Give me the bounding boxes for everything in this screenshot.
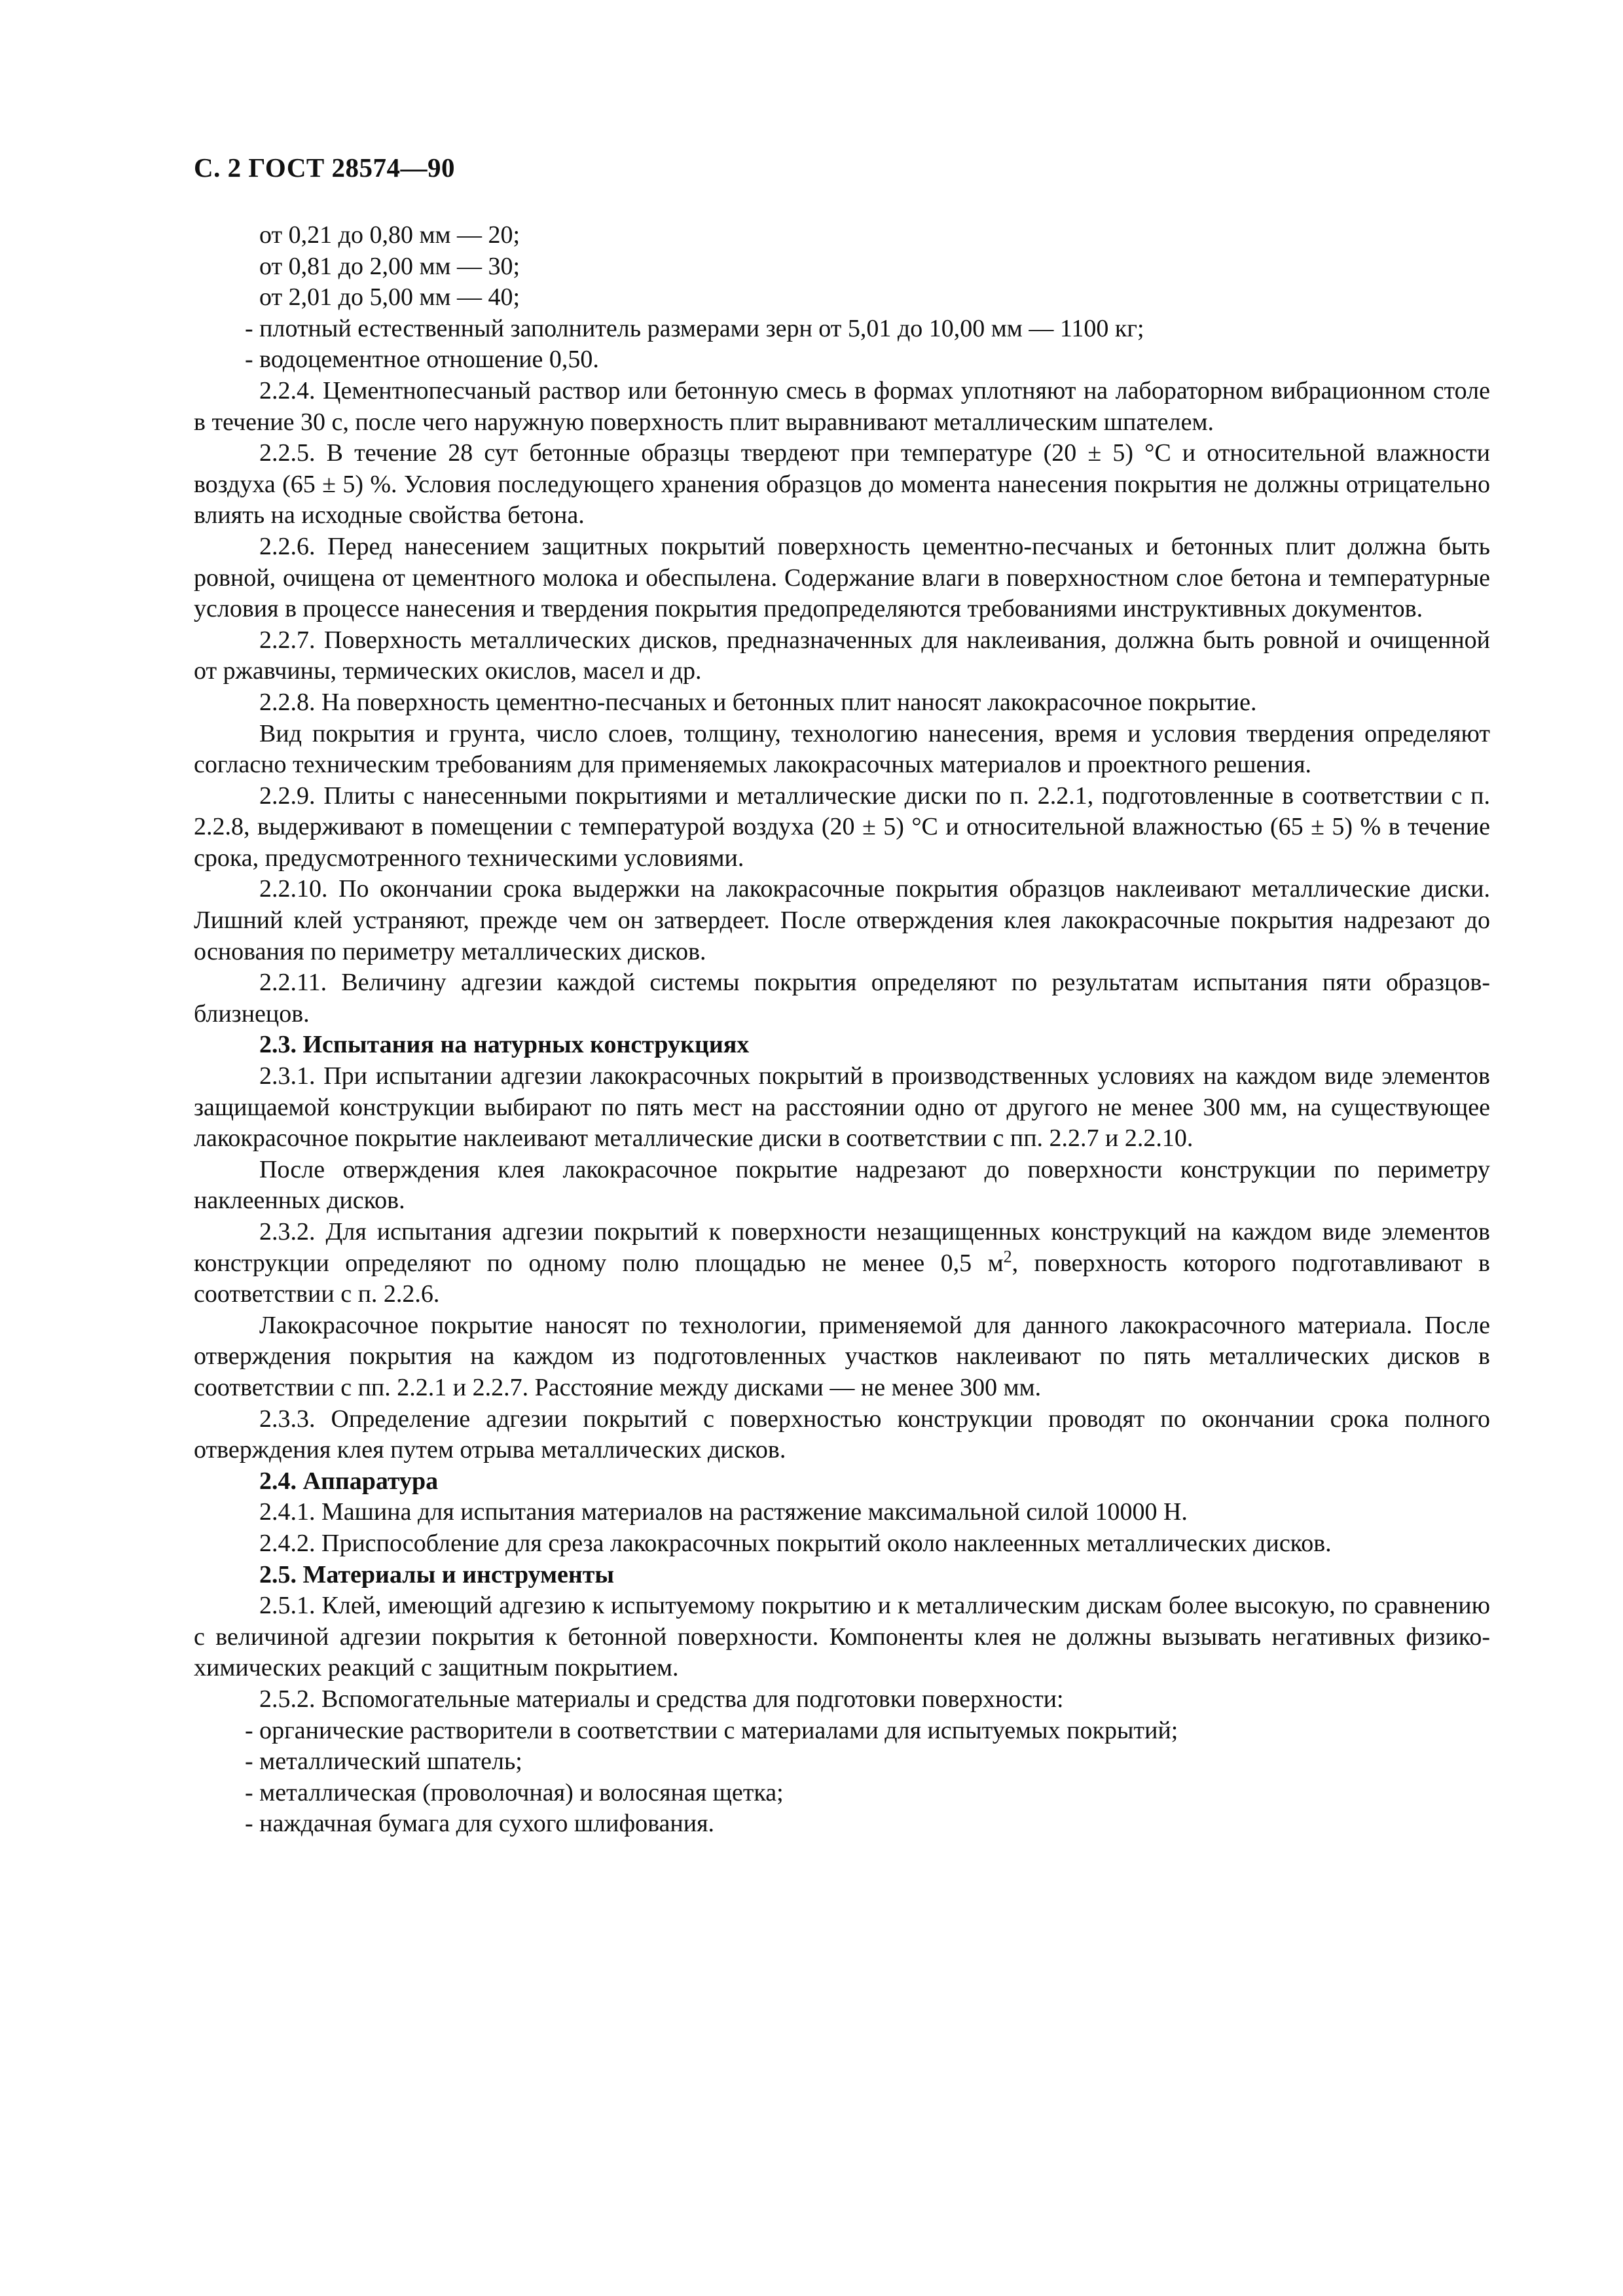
clause-2-4-1: 2.4.1. Машина для испытания материалов на растяжение максимальной силой 10000 Н. <box>259 1498 1188 1526</box>
clause-2-3-2 <box>194 1217 1490 1310</box>
section-heading-2-5: 2.5. Материалы и инструменты <box>259 1560 615 1588</box>
clause-2-2-10: 2.2.10. По окончании срока выдержки на лакокрасочные покрытия образцов наклеивают металлические диски. Лишний клей устраняют, прежде чем он затвердеет. После отверждения клея лакокрасочные покрытия надрезают до основания по периметру металлических дисков. <box>194 875 1490 965</box>
clause-2-5-1: 2.5.1. Клей, имеющий адгезию к испытуемому покрытию и к металлическим дискам более высокую, по сравнению с величиной адгезии покрытия к бетонной поверхности. Компоненты клея не должны вызывать негативных физико-химических реакций с защитным покрытием. <box>194 1592 1490 1682</box>
clause-2-5-2: 2.5.2. Вспомогательные материалы и средства для подготовки поверхности: <box>259 1685 1064 1713</box>
clause-2-2-11: 2.2.11. Величину адгезии каждой системы покрытия определяют по результатам испытания пяти образцов-близнецов. <box>194 969 1490 1028</box>
section-heading-2-3: 2.3. Испытания на натурных конструкциях <box>259 1031 750 1059</box>
list-item: - металлический шпатель; <box>245 1748 522 1776</box>
clause-2-3-1: 2.3.1. При испытании адгезии лакокрасочных покрытий в производственных условиях на каждом виде элементов защищаемой конструкции выбирают по пять мест на расстоянии одно от другого не менее 300 мм, на существующее лакокрасочное покрытие наклеивают металлические диски в соответствии с пп. 2.2.7 и 2.2.10. <box>194 1062 1490 1153</box>
list-item: - плотный естественный заполнитель размерами зерн от 5,01 до 10,00 мм — 1100 кг; <box>245 314 1144 342</box>
list-item: - органические растворители в соответствии с материалами для испытуемых покрытий; <box>245 1716 1178 1744</box>
clause-2-2-8-cont: Вид покрытия и грунта, число слоев, толщину, технологию нанесения, время и условия твердения определяют согласно техническим требованиям для применяемых лакокрасочных материалов и проектного решения. <box>194 719 1490 779</box>
list-item: - наждачная бумага для сухого шлифования. <box>245 1810 715 1838</box>
section-heading-2-4: 2.4. Аппаратура <box>259 1467 439 1495</box>
document-body <box>194 220 1490 1840</box>
list-item: - металлическая (проволочная) и волосяная щетка; <box>245 1778 784 1806</box>
superscript-2: 2 <box>1003 1246 1012 1266</box>
clause-2-3-2-text-end: , поверхность которого подготавливают в соответствии с п. 2.2.6. <box>194 1249 1490 1308</box>
clause-2-3-1-cont: После отверждения клея лакокрасочное покрытие надрезают до поверхности конструкции по периметру наклеенных дисков. <box>194 1155 1490 1215</box>
clause-2-2-8: 2.2.8. На поверхность цементно-песчаных и бетонных плит наносят лакокрасочное покрытие. <box>259 688 1257 716</box>
clause-2-2-6: 2.2.6. Перед нанесением защитных покрытий поверхность цементно-песчаных и бетонных плит должна быть ровной, очищена от цементного молока и обеспылена. Содержание влаги в поверхностном слое бетона и температурные условия в процессе нанесения и твердения покрытия предопределяются требованиями инструктивных документов. <box>194 532 1490 623</box>
clause-2-2-5: 2.2.5. В течение 28 сут бетонные образцы твердеют при температуре (20 ± 5) °С и относительной влажности воздуха (65 ± 5) %. Условия последующего хранения образцов до момента нанесения покрытия не должны отрицательно влиять на исходные свойства бетона. <box>194 439 1490 529</box>
clause-2-3-2-text: 2.3.2. Для испытания адгезии покрытий к поверхности незащищенных конструкций на каждом виде элементов конструкции определяют по одному полю площадью не менее 0,5 м <box>194 1218 1490 1277</box>
clause-2-4-2: 2.4.2. Приспособление для среза лакокрасочных покрытий около наклеенных металлических дисков. <box>259 1529 1332 1557</box>
page-header: С. 2 ГОСТ 28574—90 <box>194 152 456 183</box>
clause-2-2-9: 2.2.9. Плиты с нанесенными покрытиями и металлические диски по п. 2.2.1, подготовленные в соответствии с п. 2.2.8, выдерживают в помещении с температурой воздуха (20 ± 5) °С и относительной влажностью (65 ± 5) % в течение срока, предусмотренного техническими условиями. <box>194 781 1490 872</box>
fraction-line: от 0,21 до 0,80 мм — 20; <box>259 221 520 249</box>
list-item: - водоцементное отношение 0,50. <box>245 346 599 374</box>
clause-2-2-7: 2.2.7. Поверхность металлических дисков, предназначенных для наклеивания, должна быть ровной и очищенной от ржавчины, термических окислов, масел и др. <box>194 626 1490 685</box>
clause-2-3-3: 2.3.3. Определение адгезии покрытий с поверхностью конструкции проводят по окончании срока полного отверждения клея путем отрыва металлических дисков. <box>194 1405 1490 1464</box>
clause-2-2-4: 2.2.4. Цементнопесчаный раствор или бетонную смесь в формах уплотняют на лабораторном вибрационном столе в течение 30 с, после чего наружную поверхность плит выравнивают металлическим шпателем. <box>194 376 1490 436</box>
fraction-line: от 2,01 до 5,00 мм — 40; <box>259 283 520 312</box>
clause-2-3-2-cont: Лакокрасочное покрытие наносят по технологии, применяемой для данного лакокрасочного материала. После отверждения покрытия на каждом из подготовленных участков наклеивают по пять металлических дисков в соответствии с пп. 2.2.1 и 2.2.7. Расстояние между дисками — не менее 300 мм. <box>194 1311 1490 1401</box>
fraction-line: от 0,81 до 2,00 мм — 30; <box>259 252 520 280</box>
